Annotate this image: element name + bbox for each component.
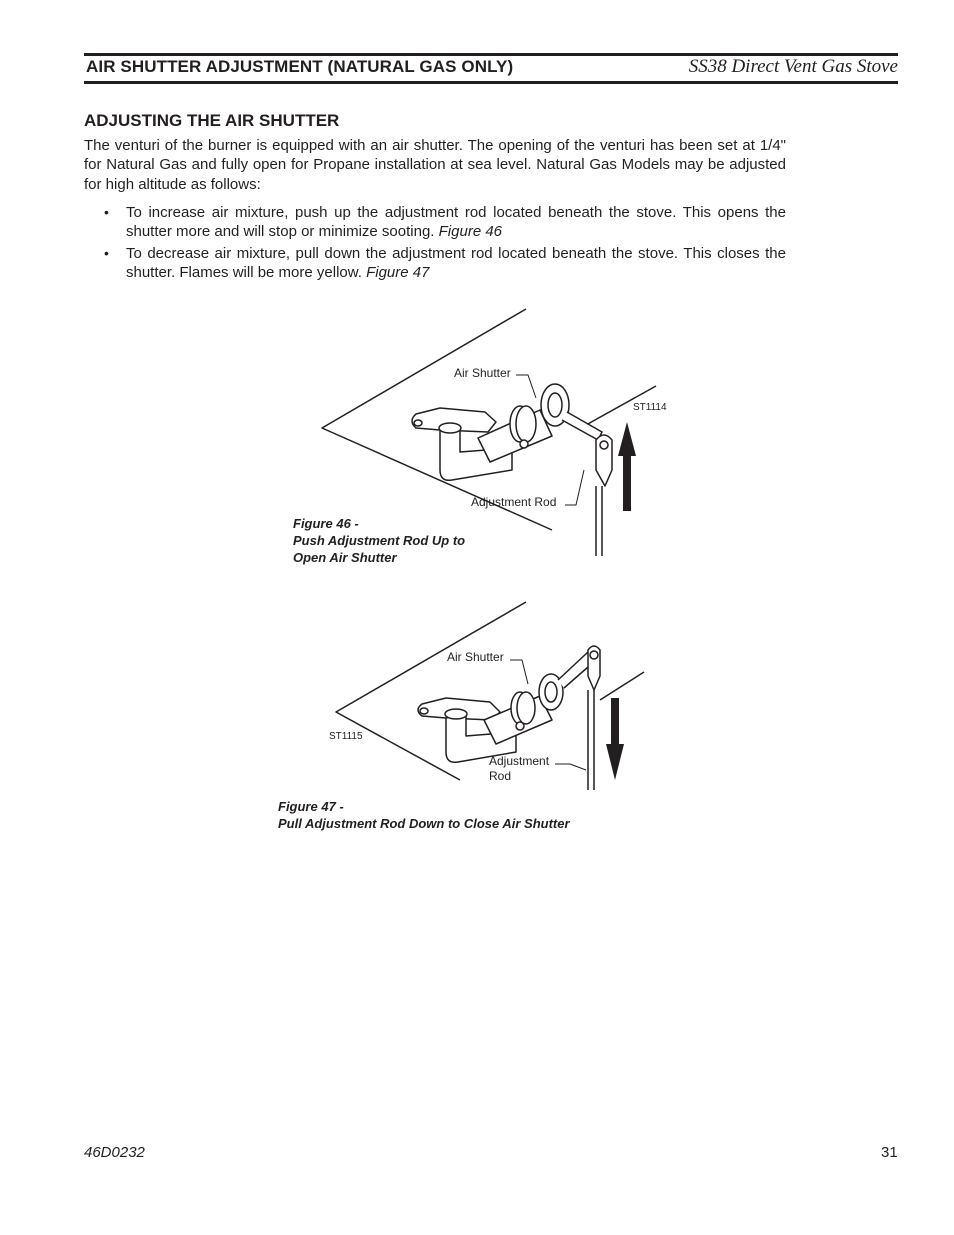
air-shutter-label: Air Shutter (447, 650, 504, 664)
figure-47-caption (278, 798, 570, 832)
air-shutter-label: Air Shutter (454, 366, 511, 380)
adjustment-rod-label-line2: Rod (489, 769, 512, 783)
adjustment-rod-label: Adjustment Rod (471, 495, 557, 509)
intro-paragraph: The venturi of the burner is equipped with an air shutter. The opening of the venturi has been set at 1/4" for Natural Gas and fully open for Propane installation at sea level. Natural Gas Models may be adjusted for high altitude as follows: (84, 137, 786, 193)
section-heading: ADJUSTING THE AIR SHUTTER (84, 111, 340, 130)
adjustment-rod-label: Adjustment (489, 754, 550, 768)
adjustment-rod (588, 690, 594, 790)
page-number: 31 (881, 1144, 898, 1161)
product-title: SS38 Direct Vent Gas Stove (688, 56, 898, 77)
bullet-text: To increase air mixture, push up the adjustment rod located beneath the stove. This opens the shutter more and will stop or minimize sooting. (126, 204, 786, 241)
bullet-text: To decrease air mixture, pull down the adjustment rod located beneath the stove. This closes the shutter. Flames will be more yellow. (126, 245, 786, 282)
document-number: 46D0232 (84, 1144, 145, 1161)
section-title: AIR SHUTTER ADJUSTMENT (NATURAL GAS ONLY) (86, 57, 514, 76)
figure-code: ST1115 (329, 731, 363, 742)
down-arrow-icon (606, 698, 624, 780)
caption-line: Figure 47 - (278, 799, 344, 814)
caption-line: Figure 46 - (293, 516, 359, 531)
figure-reference: Figure 46 (438, 223, 503, 241)
caption-line: Open Air Shutter (293, 550, 397, 565)
caption-line: Pull Adjustment Rod Down to Close Air Shutter (278, 816, 570, 831)
figure-reference: Figure 47 (366, 264, 430, 282)
figure-code: ST1114 (633, 402, 667, 413)
bullet-dot: • (104, 245, 109, 261)
bullet-dot: • (104, 204, 109, 220)
caption-line: Push Adjustment Rod Up to (293, 533, 466, 548)
